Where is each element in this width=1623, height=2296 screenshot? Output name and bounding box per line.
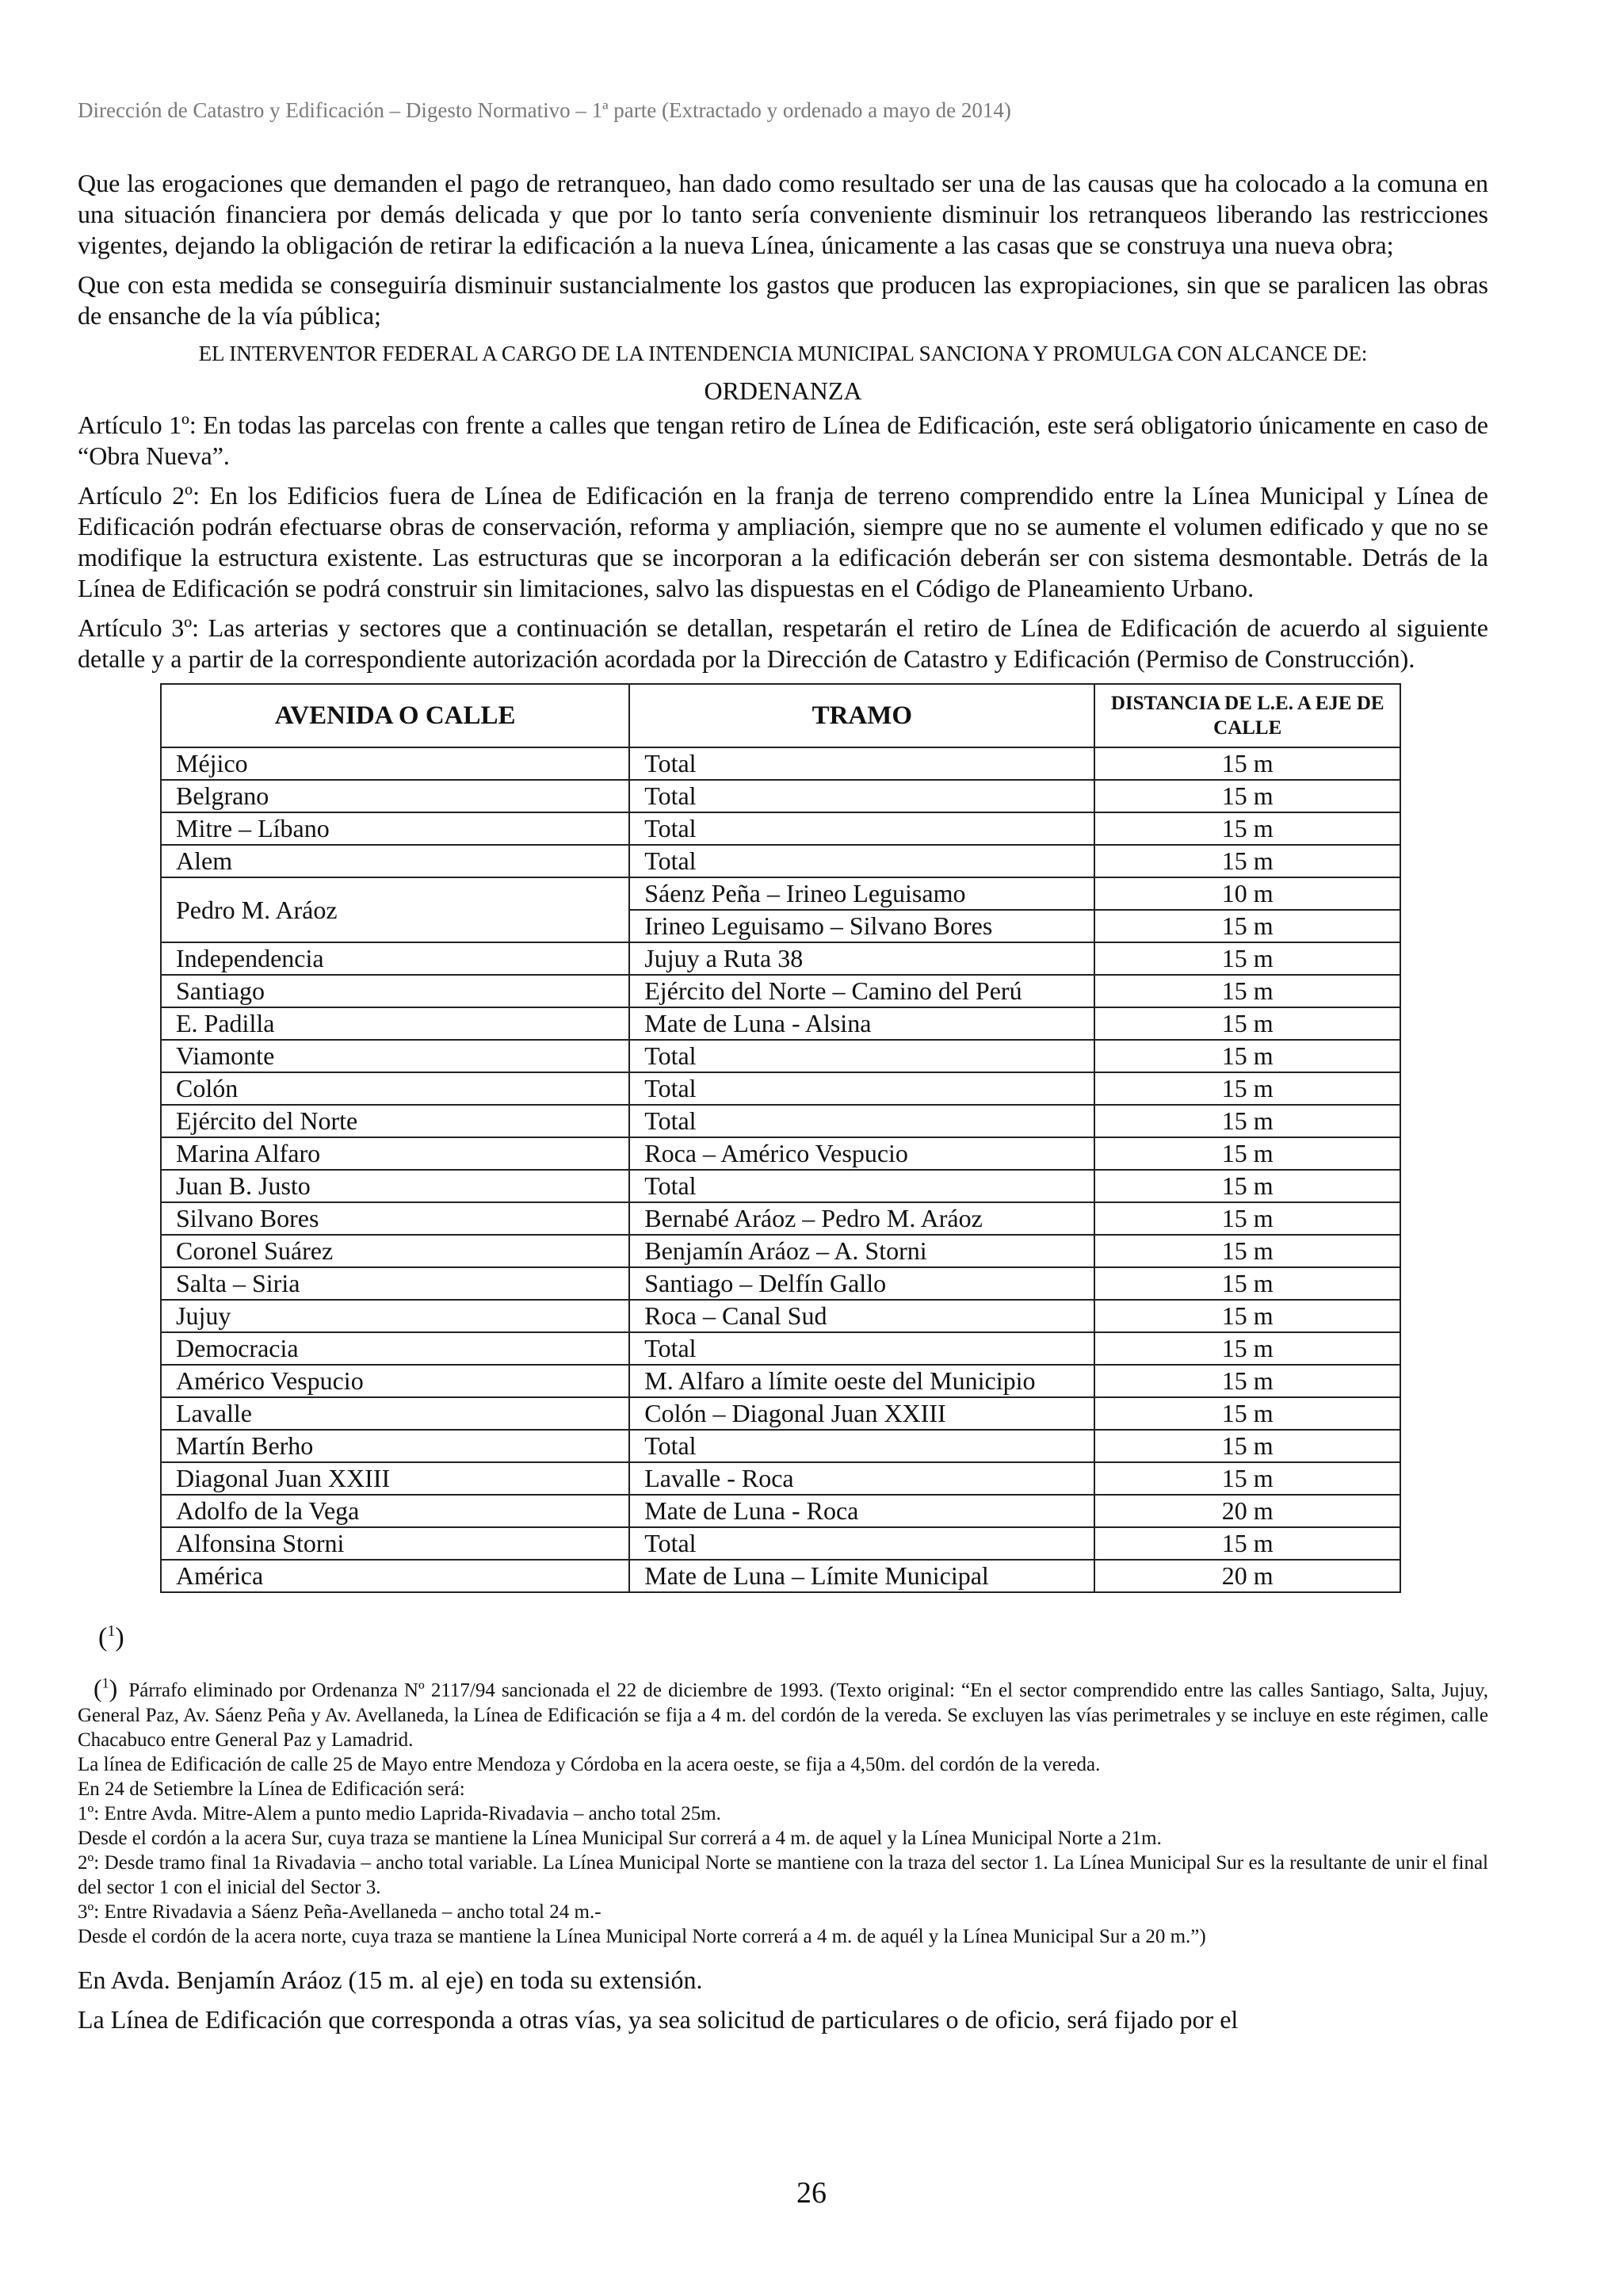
cell-distancia: 15 m xyxy=(1094,1235,1400,1267)
cell-calle: Salta – Siria xyxy=(161,1267,629,1300)
cell-distancia: 15 m xyxy=(1094,1072,1400,1105)
page-number: 26 xyxy=(796,2176,827,2210)
table-header-row xyxy=(161,684,1400,747)
cell-calle: Américo Vespucio xyxy=(161,1365,629,1397)
cell-tramo: Lavalle - Roca xyxy=(629,1462,1094,1495)
paragraph: La Línea de Edificación que corresponda a otras vías, ya sea solicitud de particulares o de oficio, será fijado por el xyxy=(78,2004,1239,2034)
table-row xyxy=(161,845,1400,877)
cell-tramo: Total xyxy=(629,1072,1094,1105)
footnote-line: ($^1$) Párrafo eliminado por Ordenanza Nº 2117/94 sancionada el 22 de diciembre de 1993. (Texto original: “En el sector comprendido entre las calles Santiago, Salta, Jujuy, General Paz, Av. Sáenz Peña y Av. Avellaneda, la Línea de Edificación se fija a 4 m. del cordón de la vereda. Se excluyen las vías perimetrales y se incluye en este régimen, calle Chacabuco entre General Paz y Lamadrid. xyxy=(78,1673,1488,1751)
ordinance-title: ORDENANZA xyxy=(704,376,862,405)
cell-calle: América xyxy=(161,1560,629,1592)
cell-distancia: 20 m xyxy=(1094,1560,1400,1592)
table-row xyxy=(161,1105,1400,1137)
footnote-marker: ($^1$) xyxy=(94,1673,118,1702)
cell-distancia: 10 m xyxy=(1094,877,1400,910)
table-row xyxy=(161,780,1400,812)
table-row xyxy=(161,747,1400,780)
cell-calle: Juan B. Justo xyxy=(161,1170,629,1202)
table-row xyxy=(161,1267,1400,1300)
cell-distancia: 15 m xyxy=(1094,910,1400,942)
cell-tramo: Total xyxy=(629,1170,1094,1202)
cell-distancia: 15 m xyxy=(1094,1007,1400,1040)
cell-tramo: Santiago – Delfín Gallo xyxy=(629,1267,1094,1300)
footnote xyxy=(78,1671,1488,1949)
footnote-line: En 24 de Setiembre la Línea de Edificación será: xyxy=(78,1778,465,1800)
cell-tramo: Total xyxy=(629,845,1094,877)
table-row xyxy=(161,1235,1400,1267)
cell-calle: Martín Berho xyxy=(161,1430,629,1462)
cell-calle: Lavalle xyxy=(161,1397,629,1430)
paragraph: Que las erogaciones que demanden el pago de retranqueo, han dado como resultado ser una de las causas que ha colocado a la comuna en una situación financiera por demás delicada y que por lo tanto sería conveniente disminuir los retranqueos liberando las restricciones vigentes, dejando la obligación de retirar la edificación a la nueva Línea, únicamente a las casas que se construya una nueva obra; xyxy=(78,169,1488,259)
cell-calle: Silvano Bores xyxy=(161,1202,629,1235)
table-row xyxy=(161,1560,1400,1592)
cell-distancia: 15 m xyxy=(1094,1137,1400,1170)
cell-tramo: Mate de Luna - Alsina xyxy=(629,1007,1094,1040)
cell-calle: Belgrano xyxy=(161,780,629,812)
cell-tramo: Jujuy a Ruta 38 xyxy=(629,942,1094,975)
cell-distancia: 15 m xyxy=(1094,975,1400,1007)
cell-distancia: 15 m xyxy=(1094,1462,1400,1495)
cell-distancia: 15 m xyxy=(1094,1170,1400,1202)
cell-tramo: Total xyxy=(629,780,1094,812)
cell-calle: E. Padilla xyxy=(161,1007,629,1040)
cell-tramo: M. Alfaro a límite oeste del Municipio xyxy=(629,1365,1094,1397)
cell-calle: Democracia xyxy=(161,1332,629,1365)
cell-calle: Mitre – Líbano xyxy=(161,812,629,845)
cell-tramo: Mate de Luna – Límite Municipal xyxy=(629,1560,1094,1592)
table-row xyxy=(161,1430,1400,1462)
cell-calle: Ejército del Norte xyxy=(161,1105,629,1137)
footnote-line: Desde el cordón a la acera Sur, cuya traza se mantiene la Línea Municipal Sur correrá a 4 m. de aquel y la Línea Municipal Norte a 21m. xyxy=(78,1827,1162,1849)
cell-tramo: Total xyxy=(629,1430,1094,1462)
table-row xyxy=(161,877,1400,910)
sanction-line: EL INTERVENTOR FEDERAL A CARGO DE LA INTENDENCIA MUNICIPAL SANCIONA Y PROMULGA CON ALCANCE DE: xyxy=(198,342,1368,365)
page-content xyxy=(78,168,1488,2044)
cell-distancia: 15 m xyxy=(1094,1040,1400,1072)
column-header-tramo: TRAMO xyxy=(629,684,1094,747)
cell-distancia: 15 m xyxy=(1094,1202,1400,1235)
cell-tramo: Bernabé Aráoz – Pedro M. Aráoz xyxy=(629,1202,1094,1235)
cell-calle: Alfonsina Storni xyxy=(161,1527,629,1560)
cell-calle: Coronel Suárez xyxy=(161,1235,629,1267)
cell-calle: Viamonte xyxy=(161,1040,629,1072)
cell-distancia: 15 m xyxy=(1094,1105,1400,1137)
cell-distancia: 15 m xyxy=(1094,1365,1400,1397)
cell-tramo: Total xyxy=(629,1527,1094,1560)
cell-tramo: Benjamín Aráoz – A. Storni xyxy=(629,1235,1094,1267)
cell-tramo: Mate de Luna - Roca xyxy=(629,1495,1094,1527)
footnote-line: 3º: Entre Rivadavia a Sáenz Peña-Avellaneda – ancho total 24 m.- xyxy=(78,1901,601,1923)
table-row xyxy=(161,1170,1400,1202)
cell-tramo: Roca – Américo Vespucio xyxy=(629,1137,1094,1170)
cell-distancia: 20 m xyxy=(1094,1495,1400,1527)
table-row xyxy=(161,1495,1400,1527)
table-row xyxy=(161,1397,1400,1430)
table-row xyxy=(161,1202,1400,1235)
column-header-distancia: DISTANCIA DE L.E. A EJE DE CALLE xyxy=(1094,684,1400,747)
cell-distancia: 15 m xyxy=(1094,1267,1400,1300)
cell-tramo: Total xyxy=(629,812,1094,845)
paragraph: En Avda. Benjamín Aráoz (15 m. al eje) en toda su extensión. xyxy=(78,1965,703,1994)
cell-tramo: Colón – Diagonal Juan XXIII xyxy=(629,1397,1094,1430)
cell-tramo: Ejército del Norte – Camino del Perú xyxy=(629,975,1094,1007)
cell-calle: Diagonal Juan XXIII xyxy=(161,1462,629,1495)
article-1: Artículo 1º: En todas las parcelas con frente a calles que tengan retiro de Línea de Edificación, este será obligatorio únicamente en caso de “Obra Nueva”. xyxy=(78,411,1488,470)
table-row xyxy=(161,1040,1400,1072)
article-2: Artículo 2º: En los Edificios fuera de Línea de Edificación en la franja de terreno comprendido entre la Línea Municipal y Línea de Edificación podrán efectuarse obras de conservación, reforma y ampliación, siempre que no se aumente el volumen edificado y que no se modifique la estructura existente. Las estructuras que se incorporan a la edificación deberán ser con sistema desmontable. Detrás de la Línea de Edificación se podrá construir sin limitaciones, salvo las dispuestas en el Código de Planeamiento Urbano. xyxy=(78,481,1488,602)
table-row xyxy=(161,1072,1400,1105)
table-row xyxy=(161,1137,1400,1170)
table-row xyxy=(161,1300,1400,1332)
cell-distancia: 15 m xyxy=(1094,845,1400,877)
cell-tramo: Irineo Leguisamo – Silvano Bores xyxy=(629,910,1094,942)
cell-distancia: 15 m xyxy=(1094,812,1400,845)
cell-distancia: 15 m xyxy=(1094,1332,1400,1365)
table-row xyxy=(161,1332,1400,1365)
cell-calle: Adolfo de la Vega xyxy=(161,1495,629,1527)
table-body xyxy=(161,747,1400,1592)
footnote-line: 1º: Entre Avda. Mitre-Alem a punto medio Laprida-Rivadavia – ancho total 25m. xyxy=(78,1802,721,1824)
cell-calle: Jujuy xyxy=(161,1300,629,1332)
table-row xyxy=(161,975,1400,1007)
cell-calle: Pedro M. Aráoz xyxy=(161,877,629,942)
footnote-line: Desde el cordón de la acera norte, cuya traza se mantiene la Línea Municipal Norte correrá a 4 m. de aquél y la Línea Municipal Sur a 20 m.”) xyxy=(78,1925,1206,1947)
cell-tramo: Sáenz Peña – Irineo Leguisamo xyxy=(629,877,1094,910)
article-3: Artículo 3º: Las arterias y sectores que a continuación se detallan, respetarán el retiro de Línea de Edificación de acuerdo al siguiente detalle y a partir de la correspondiente autorización acordada por la Dirección de Catastro y Edificación (Permiso de Construcción). xyxy=(78,613,1488,673)
cell-distancia: 15 m xyxy=(1094,780,1400,812)
column-header-calle: AVENIDA O CALLE xyxy=(161,684,629,747)
footnote-line: La línea de Edificación de calle 25 de Mayo entre Mendoza y Córdoba en la acera oeste, se fija a 4,50m. del cordón de la vereda. xyxy=(78,1753,1101,1775)
table-row xyxy=(161,1462,1400,1495)
cell-distancia: 15 m xyxy=(1094,1527,1400,1560)
table-row xyxy=(161,812,1400,845)
footnote-line: 2º: Desde tramo final 1a Rivadavia – ancho total variable. La Línea Municipal Norte se mantiene con la traza del sector 1. La Línea Municipal Sur es la resultante de unir el final del sector 1 con el inicial del Sector 3. xyxy=(78,1851,1488,1898)
table-row xyxy=(161,1527,1400,1560)
cell-calle: Marina Alfaro xyxy=(161,1137,629,1170)
running-header: Dirección de Catastro y Edificación – Digesto Normativo – 1ª parte (Extractado y ordenado a mayo de 2014) xyxy=(78,98,1011,122)
cell-calle: Alem xyxy=(161,845,629,877)
cell-calle: Independencia xyxy=(161,942,629,975)
table-row xyxy=(161,942,1400,975)
cell-distancia: 15 m xyxy=(1094,1300,1400,1332)
cell-distancia: 15 m xyxy=(1094,1397,1400,1430)
paragraph: Que con esta medida se conseguiría disminuir sustancialmente los gastos que producen las expropiaciones, sin que se paralicen las obras de ensanche de la vía pública; xyxy=(78,270,1488,330)
cell-calle: Méjico xyxy=(161,747,629,780)
footnote-reference: ($^1$) xyxy=(98,1622,124,1652)
streets-table xyxy=(160,683,1401,1593)
cell-distancia: 15 m xyxy=(1094,747,1400,780)
table-row xyxy=(161,1007,1400,1040)
cell-distancia: 15 m xyxy=(1094,942,1400,975)
cell-tramo: Total xyxy=(629,1040,1094,1072)
cell-distancia: 15 m xyxy=(1094,1430,1400,1462)
cell-calle: Santiago xyxy=(161,975,629,1007)
cell-calle: Colón xyxy=(161,1072,629,1105)
cell-tramo: Total xyxy=(629,747,1094,780)
cell-tramo: Total xyxy=(629,1105,1094,1137)
table-row xyxy=(161,1365,1400,1397)
cell-tramo: Total xyxy=(629,1332,1094,1365)
cell-tramo: Roca – Canal Sud xyxy=(629,1300,1094,1332)
